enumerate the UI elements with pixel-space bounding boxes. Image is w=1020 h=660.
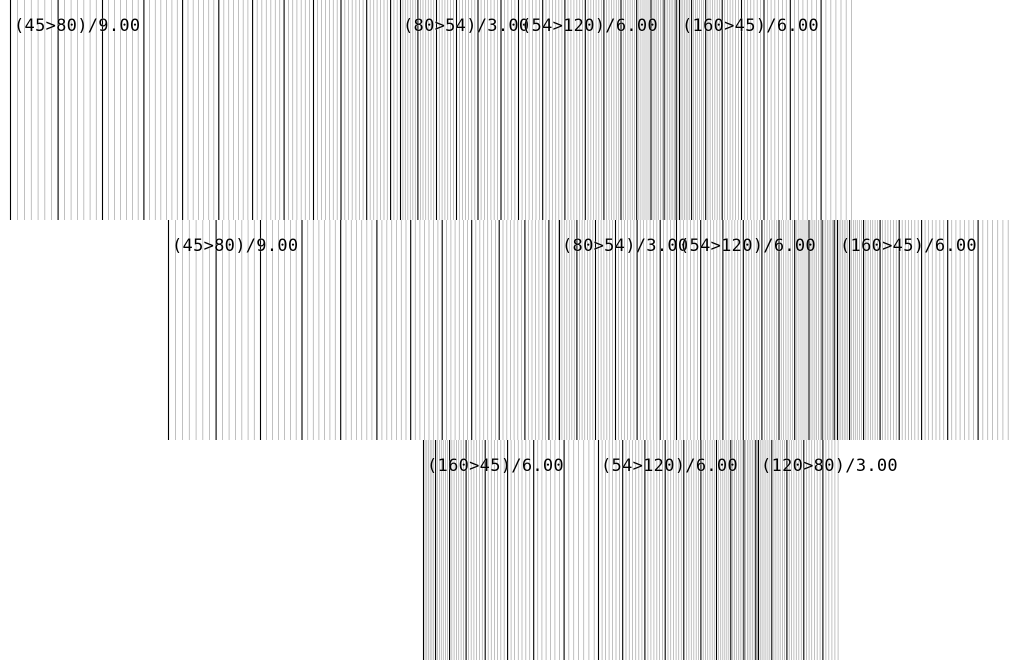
row-2-segment-1-label: (45>80)/9.00 <box>172 236 299 256</box>
row-1-segment-2-label: (80>54)/3.00 <box>403 16 530 36</box>
row-3-segment-1-label: (160>45)/6.00 <box>427 456 564 476</box>
row-1-segment-3-label: (54>120)/6.00 <box>521 16 658 36</box>
pattern-row-3 <box>423 440 898 660</box>
row-1-segment-1-label: (45>80)/9.00 <box>14 16 141 36</box>
pattern-row-2 <box>168 220 1012 440</box>
row-3-segment-2-label: (54>120)/6.00 <box>601 456 738 476</box>
row-1-segment-4-label: (160>45)/6.00 <box>682 16 819 36</box>
row-2-segment-3-label: (54>120)/6.00 <box>679 236 816 256</box>
row-2-segment-4-label: (160>45)/6.00 <box>840 236 977 256</box>
row-2-segment-2-label: (80>54)/3.00 <box>562 236 689 256</box>
pattern-row-1 <box>10 0 852 220</box>
row-3-segment-3-label: (120>80)/3.00 <box>761 456 898 476</box>
